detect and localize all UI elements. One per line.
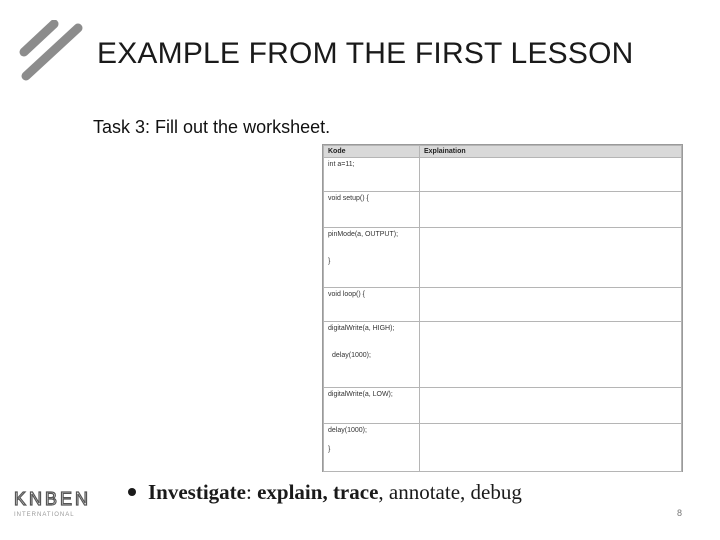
- code-line: digitalWrite(a, LOW);: [328, 391, 393, 398]
- table-row: [324, 322, 682, 388]
- bullet-bold-items: explain, trace: [257, 480, 379, 504]
- code-line: }: [328, 446, 331, 453]
- page-number: 8: [677, 508, 683, 518]
- code-line: [328, 333, 415, 351]
- logo-subtitle: INTERNATIONAL: [14, 512, 75, 518]
- explanation-cell: [420, 288, 682, 322]
- code-cell: [324, 192, 420, 228]
- code-cell: [324, 158, 420, 192]
- table-row: [324, 288, 682, 322]
- table-row: [324, 228, 682, 288]
- code-line: digitalWrite(a, HIGH);: [328, 325, 395, 332]
- diagonal-stripes-decoration: [18, 20, 84, 82]
- code-line: int a=11;: [328, 161, 355, 168]
- code-line: [328, 239, 415, 257]
- explanation-cell: [420, 322, 682, 388]
- code-line: delay(1000);: [328, 427, 367, 434]
- bullet-term: Investigate: [148, 480, 246, 504]
- worksheet-header-row: [324, 146, 682, 158]
- worksheet-table: [323, 145, 682, 472]
- code-line: }: [328, 258, 331, 265]
- table-row: [324, 192, 682, 228]
- bullet-rest: , annotate, debug: [378, 480, 522, 504]
- explanation-cell: [420, 424, 682, 472]
- explanation-cell: [420, 192, 682, 228]
- code-line: delay(1000);: [332, 352, 371, 359]
- code-cell: [324, 424, 420, 472]
- bullet-dot-icon: [128, 488, 136, 496]
- table-row: [324, 424, 682, 472]
- code-cell: [324, 228, 420, 288]
- worksheet-image: [322, 144, 683, 472]
- slide-title: EXAMPLE FROM THE FIRST LESSON: [97, 37, 634, 70]
- logo-wordmark: KNBEN: [14, 489, 92, 509]
- code-cell: [324, 322, 420, 388]
- header-explanation: Explaination: [420, 146, 682, 158]
- investigate-bullet: [128, 480, 522, 505]
- explanation-cell: [420, 158, 682, 192]
- code-cell: [324, 388, 420, 424]
- explanation-cell: [420, 388, 682, 424]
- code-line: void setup() {: [328, 195, 369, 202]
- code-line: void loop() {: [328, 291, 365, 298]
- code-line: pinMode(a, OUTPUT);: [328, 231, 399, 238]
- code-cell: [324, 288, 420, 322]
- table-row: [324, 388, 682, 424]
- task-text: Task 3: Fill out the worksheet.: [93, 117, 331, 137]
- code-line: [328, 435, 415, 445]
- header-code: Kode: [324, 146, 420, 158]
- table-row: [324, 158, 682, 192]
- explanation-cell: [420, 228, 682, 288]
- bullet-separator: :: [246, 480, 252, 504]
